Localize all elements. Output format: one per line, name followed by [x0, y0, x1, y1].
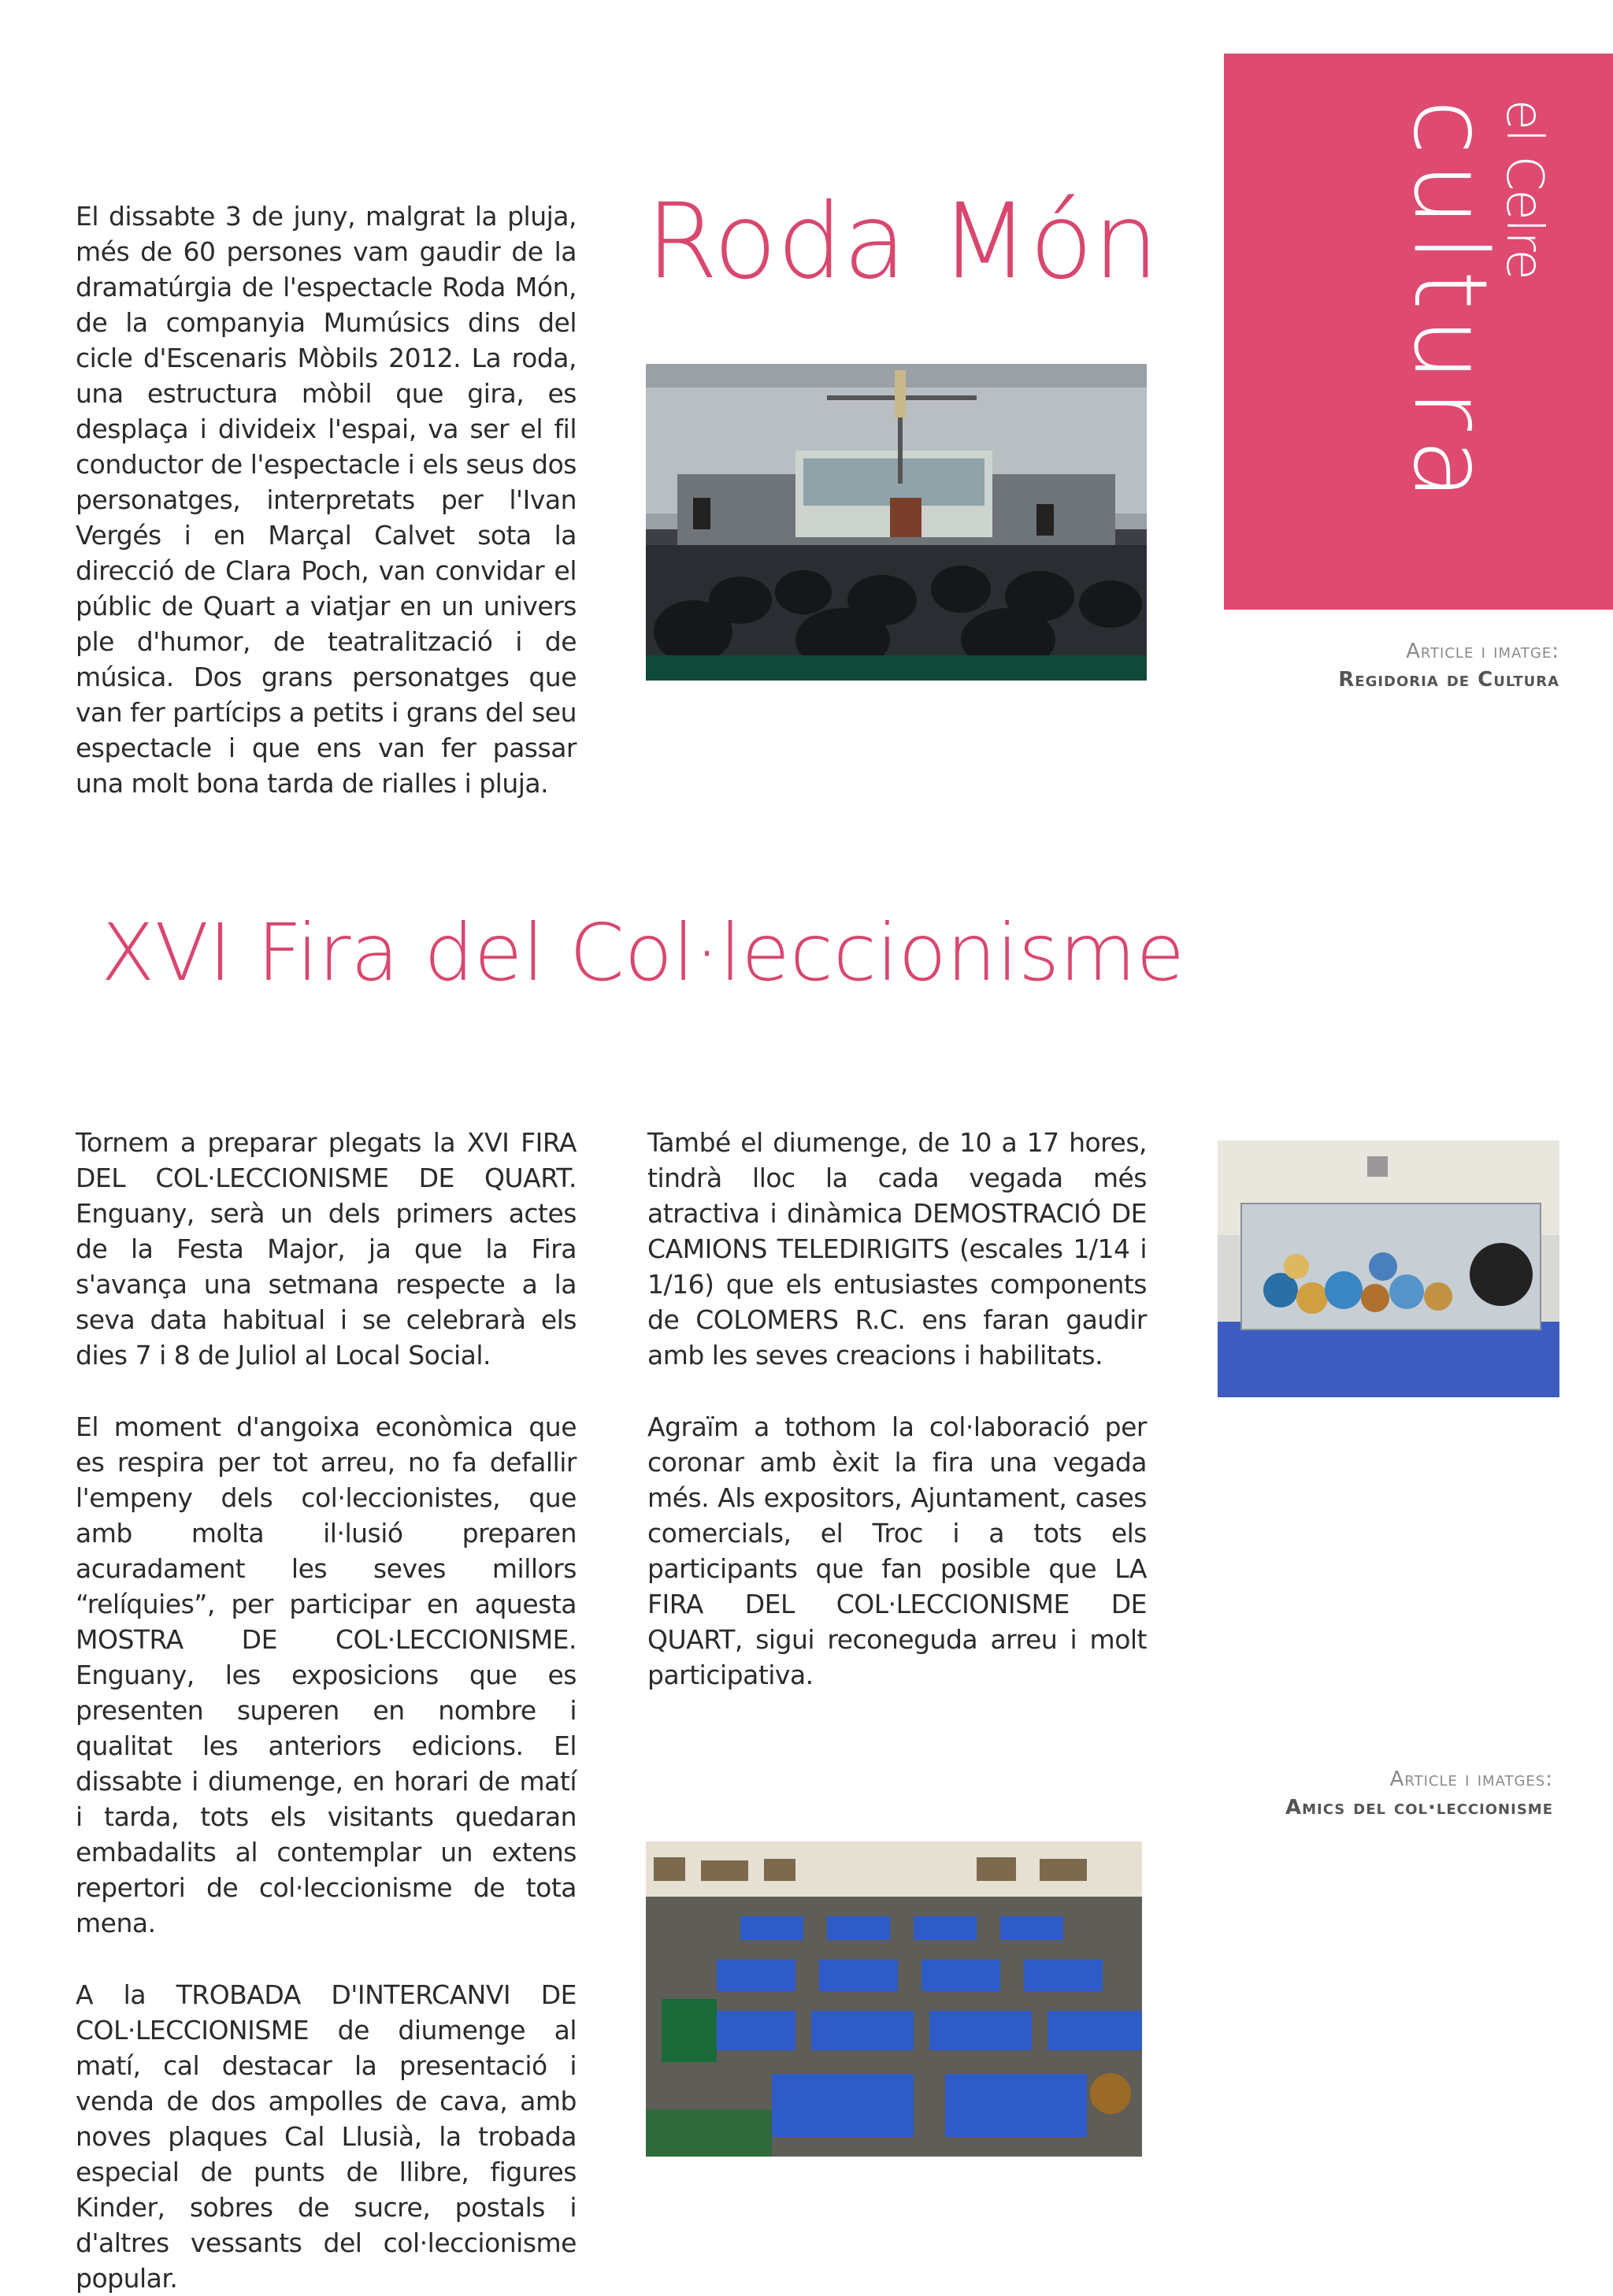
credit-name: Regidoria de Cultura: [1338, 668, 1559, 692]
section-name: cultura: [1391, 99, 1508, 509]
credit-label: Article i imatge:: [1406, 640, 1559, 663]
fira-col2-paragraph-1: També el diumenge, de 10 a 17 hores, tindrà lloc la cada vegada més atractiva i dinàmica DEMOSTRACIÓ DE CAMIONS TELEDIRIGITS (escales 1/14 i 1/16) que els entusiastes components de COLOMERS R.C. ens faran gaudir amb les seves creacions i habilitats.: [647, 1127, 1147, 1371]
photo-roda-mon-performance: [646, 364, 1147, 681]
section-banner: [1224, 54, 1613, 610]
article-title-fira: XVI Fira del Col·leccionisme: [101, 907, 1185, 999]
credit-fira: [1197, 1767, 1553, 1819]
section-banner-text: [1391, 99, 1553, 698]
photo-globes-display: [1218, 1141, 1559, 1397]
fira-col1-paragraph-1: Tornem a preparar plegats la XVI FIRA DEL COL·LECCIONISME DE QUART. Enguany, serà un dels primers actes de la Festa Major, ja que la Fira s'avança una setmana respecte a la seva data habitual i se celebrarà els dies 7 i 8 de Juliol al Local Social.: [76, 1127, 577, 1371]
fira-col1-paragraph-2: El moment d'angoixa econòmica que es respira per tot arreu, no fa defallir l'empeny dels col·leccionistes, que amb molta il·lusió preparen acuradament les seves millors “relíquies”, per participar en aquesta MOSTRA DE COL·LECCIONISME. Enguany, les exposicions que es presenten superen en nombre i qualitat les anteriors edicions. El dissabte i diumenge, en horari de matí i tarda, tots els visitants quedaran embadalits al contemplar un extens repertori de col·leccionisme de tota mena.: [76, 1411, 577, 1938]
article-title-roda-mon: Roda Món: [646, 181, 1159, 302]
fira-column-1: [76, 1125, 577, 2296]
credit-label: Article i imatges:: [1389, 1767, 1553, 1791]
photo-fira-hall: [646, 1842, 1142, 2157]
credit-roda-mon: [1229, 640, 1559, 692]
fira-col1-paragraph-3: A la TROBADA D'INTERCANVI DE COL·LECCIONISME de diumenge al matí, cal destacar la presentació i venda de dos ampolles de cava, amb noves plaques Cal Llusià, la trobada especial de punts de llibre, figures Kinder, sobres de sucre, postals i d'altres vessants del col·leccionisme popular.: [76, 1979, 577, 2294]
credit-name: Amics del col·leccionisme: [1285, 1796, 1553, 1819]
brand-logo: el Celre: [1495, 99, 1553, 279]
article-body-roda-mon: El dissabte 3 de juny, malgrat la pluja, més de 60 persones vam gaudir de la dramatúrgia de l'espectacle Roda Món, de la companyia Mumúsics dins del cicle d'Escenaris Mòbils 2012. La roda, una estructura mòbil que gira, es desplaça i divideix l'espai, va ser el fil conductor de l'espectacle i els seus dos personatges, interpretats per l'Ivan Vergés i en Marçal Calvet sota la direcció de Clara Poch, van convidar el públic de Quart a viatjar en un univers ple d'humor, de teatralització i de música. Dos grans personatges que van fer partícips a petits i grans del seu espectacle i que ens van fer passar una molt bona tarda de rialles i pluja.: [76, 201, 577, 799]
fira-column-2: [647, 1125, 1147, 1693]
fira-col2-paragraph-2: Agraïm a tothom la col·laboració per coronar amb èxit la fira una vegada més. Als expositors, Ajuntament, cases comercials, el Troc i a tots els participants que fan posible que LA FIRA DEL COL·LECCIONISME DE QUART, sigui reconeguda arreu i molt participativa.: [647, 1411, 1147, 1690]
